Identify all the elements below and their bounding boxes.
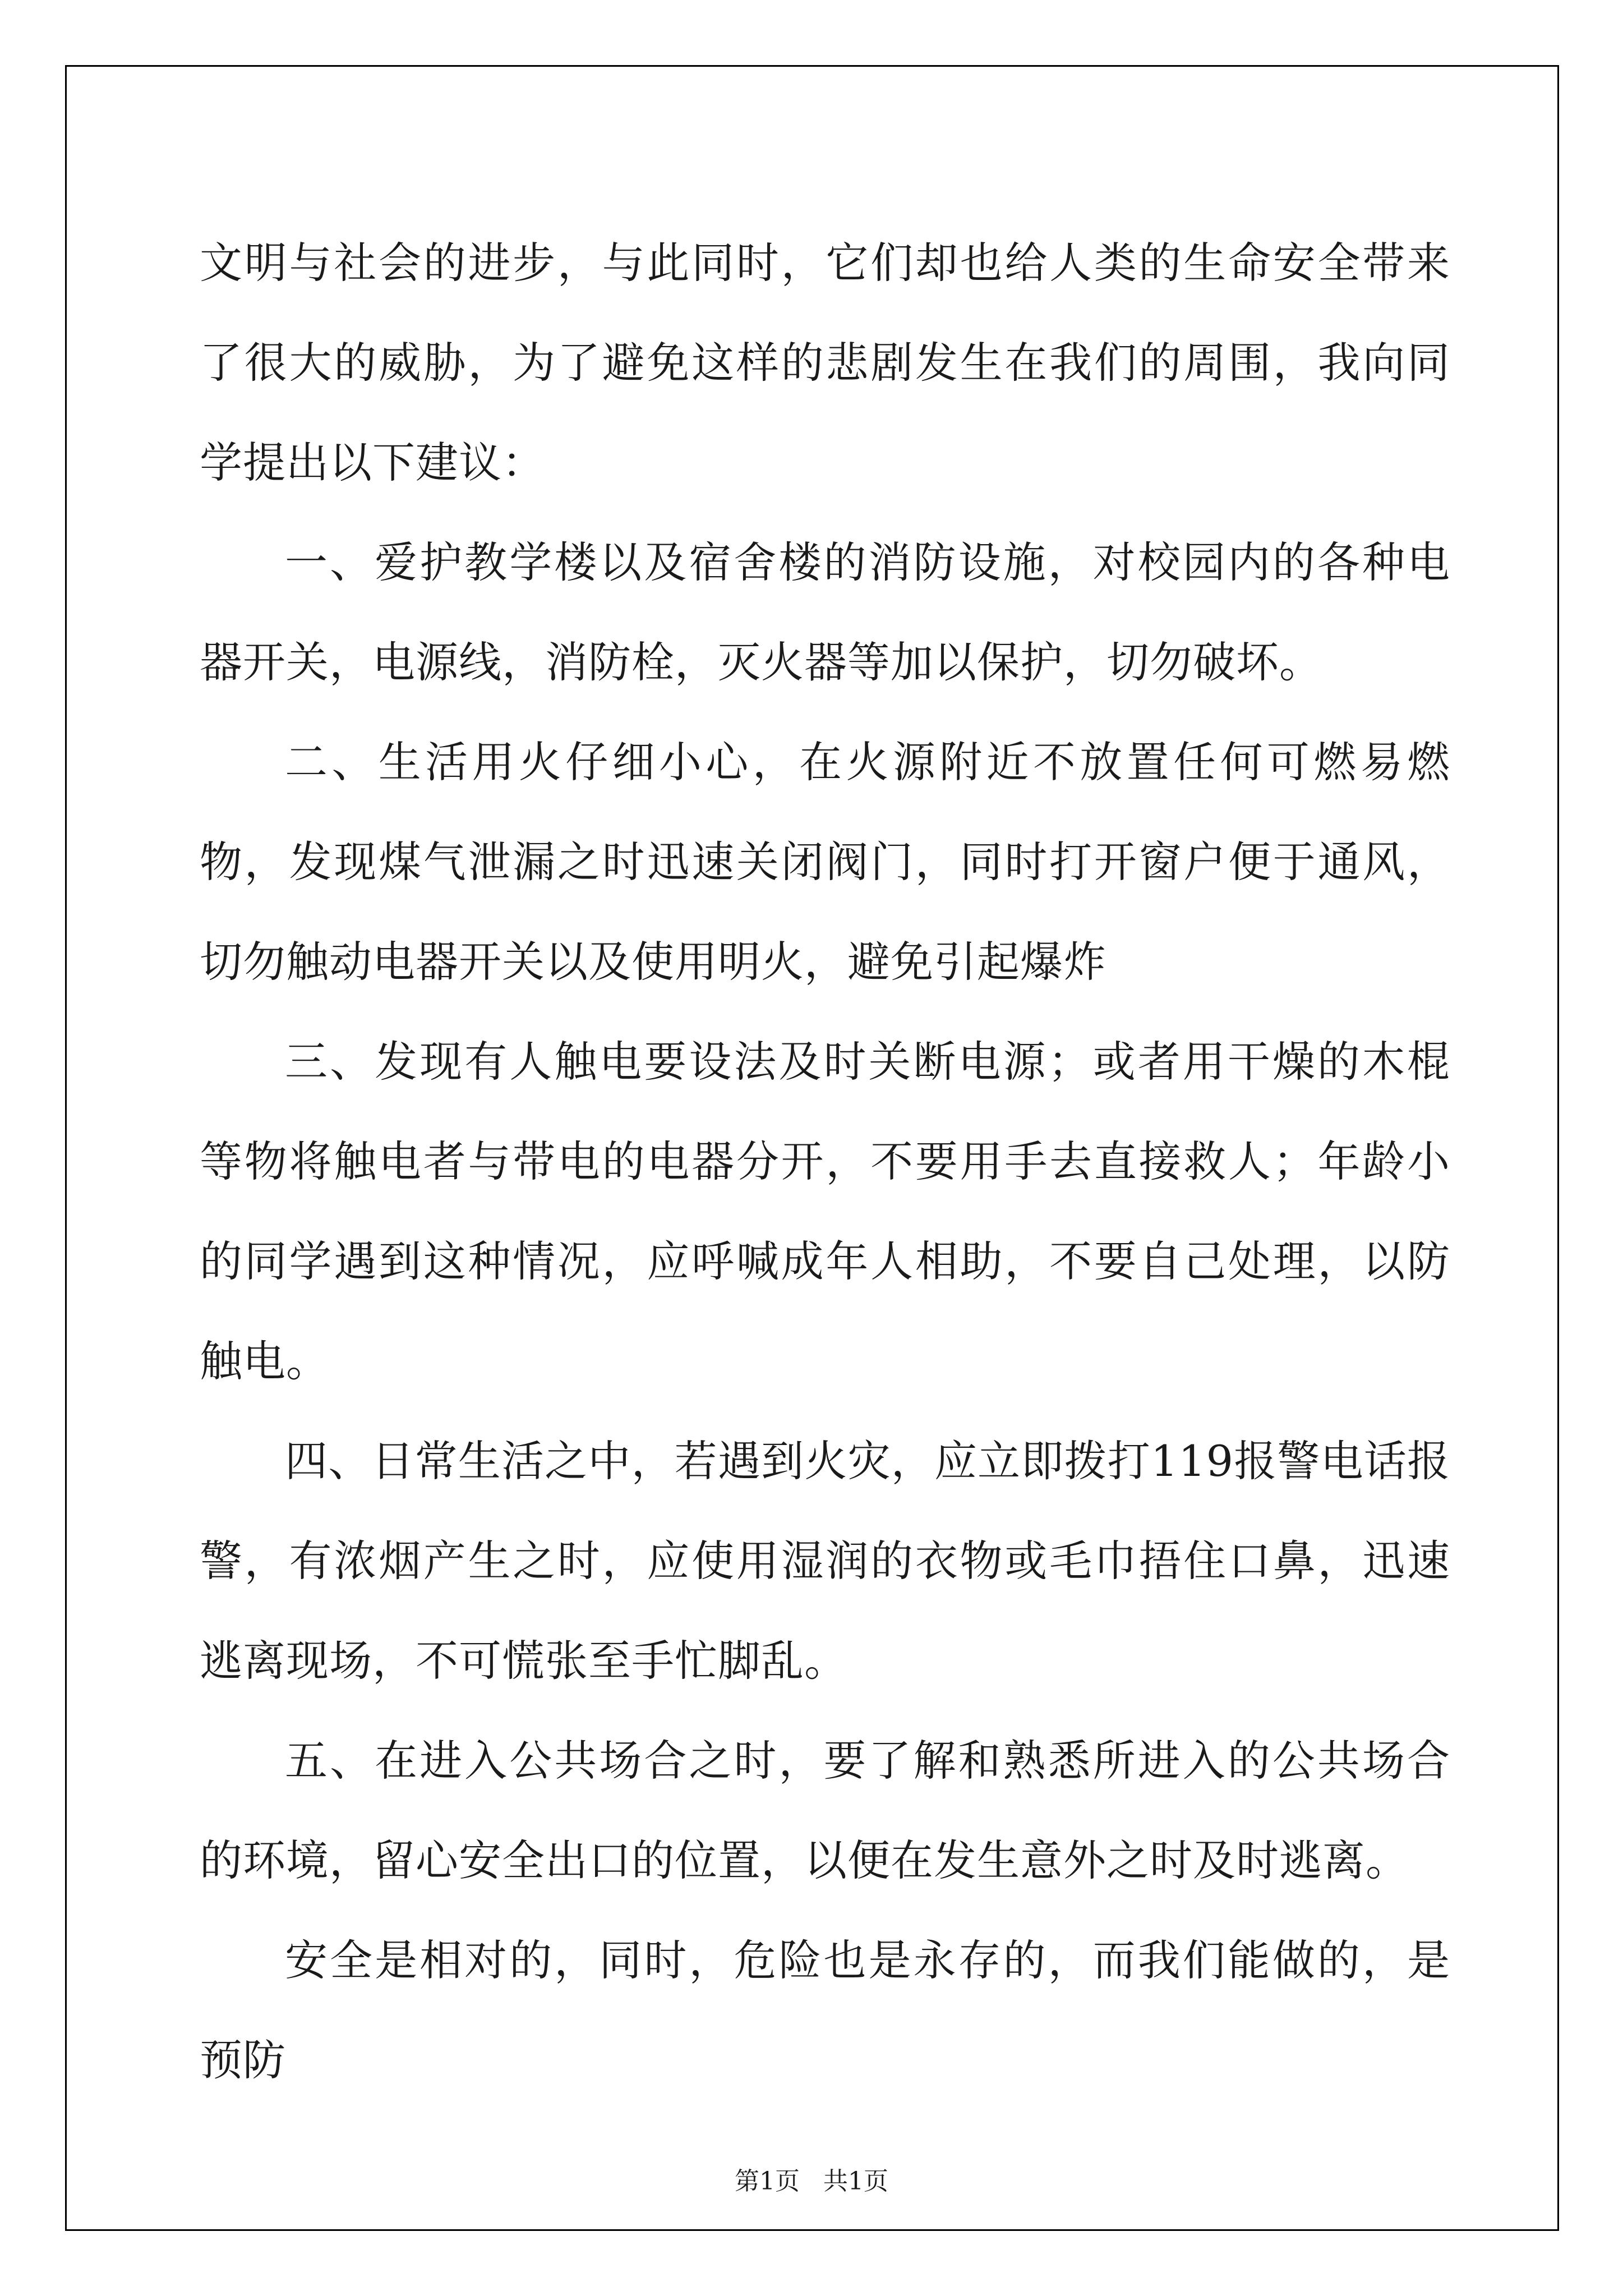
- paragraph-closing: 安全是相对的，同时，危险也是永存的，而我们能做的，是预防: [200, 1935, 1450, 2085]
- paragraph-item-4: 四、日常生活之中，若遇到火灾，应立即拨打119报警电话报警，有浓烟产生之时，应使用湿润的衣物或毛巾捂住口鼻，迅速逃离现场，不可慌张至手忙脚乱。: [200, 1436, 1450, 1686]
- paragraph-item-1: 一、爱护教学楼以及宿舍楼的消防设施，对校园内的各种电器开关，电源线，消防栓，灭火器等加以保护，切勿破坏。: [200, 537, 1450, 687]
- paragraph-item-5: 五、在进入公共场合之时，要了解和熟悉所进入的公共场合的环境，留心安全出口的位置，以便在发生意外之时及时逃离。: [200, 1736, 1450, 1885]
- paragraph-intro: 文明与社会的进步，与此同时，它们却也给人类的生命安全带来了很大的威胁，为了避免这样的悲剧发生在我们的周围，我向同学提出以下建议：: [200, 238, 1450, 487]
- paragraph-item-3: 三、发现有人触电要设法及时关断电源；或者用干燥的木棍等物将触电者与带电的电器分开，不要用手去直接救人；年龄小的同学遇到这种情况，应呼喊成年人相助，不要自己处理，以防触电。: [200, 1037, 1450, 1386]
- paragraph-item-2: 二、生活用火仔细小心，在火源附近不放置任何可燃易燃物，发现煤气泄漏之时迅速关闭阀门，同时打开窗户便于通风，切勿触动电器开关以及使用明火，避免引起爆炸: [200, 737, 1450, 987]
- page-number-footer: 第1页 共1页: [735, 2167, 888, 2196]
- document-body: [200, 213, 1450, 2110]
